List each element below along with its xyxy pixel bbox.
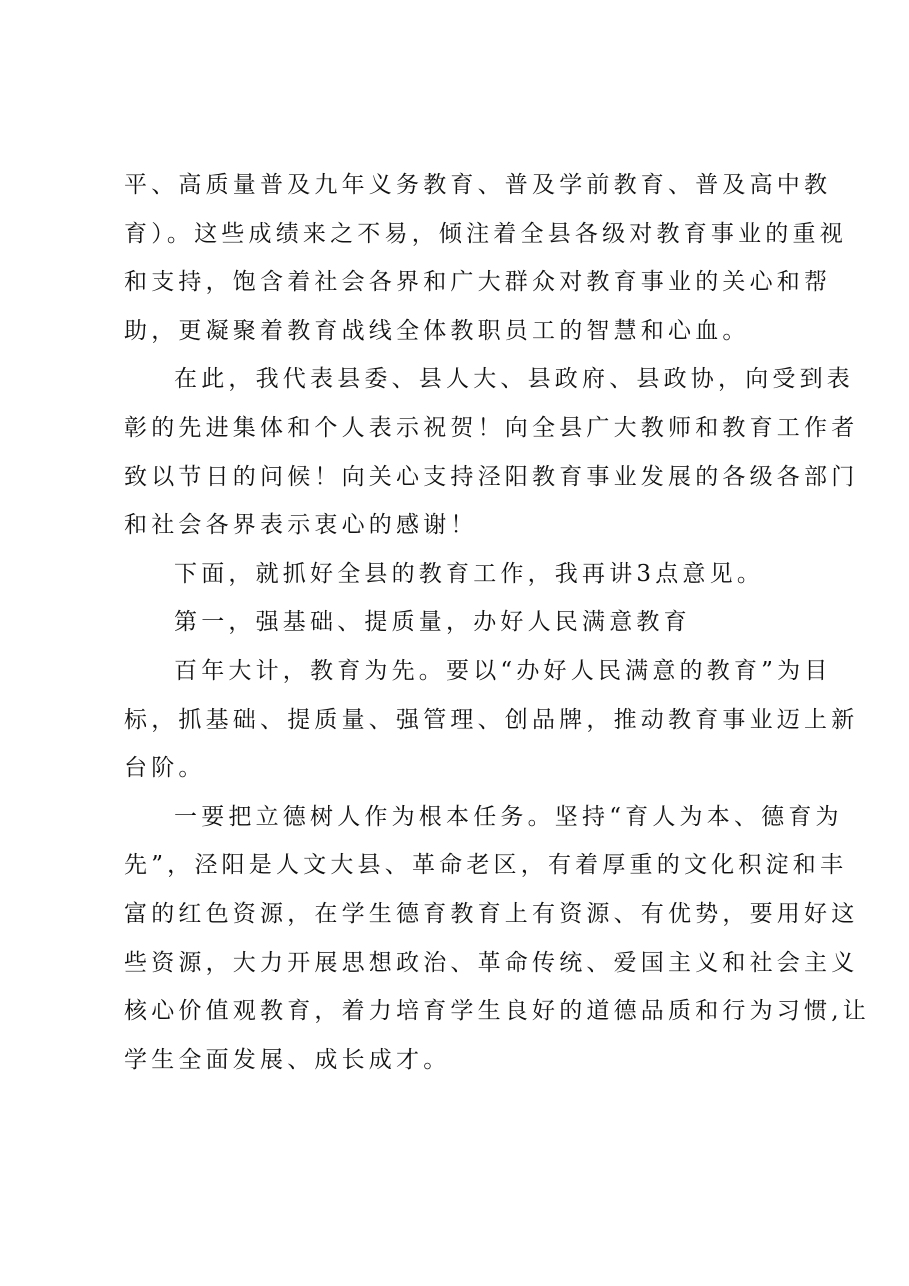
section-heading: 第一，强基础、提质量，办好人民满意教育 <box>174 609 691 636</box>
paragraph-first-line: 下面，就抓好全县的教育工作，我再讲3点意见。 <box>174 560 765 587</box>
text-line: 助，更凝聚着教育战线全体教职员工的智慧和心血。 <box>124 317 750 344</box>
text-line: 些资源，大力开展思想政治、革命传统、爱国主义和社会主义 <box>124 949 859 976</box>
text-line: 富的红色资源，在学生德育教育上有资源、有优势，要用好这 <box>124 900 859 927</box>
text-line: 核心价值观教育，着力培育学生良好的道德品质和行为习惯,让 <box>124 998 870 1025</box>
paragraph-first-line: 一要把立德树人作为根本任务。坚持“育人为本、德育为 <box>174 803 843 830</box>
text-line: 和社会各界表示衷心的感谢！ <box>124 512 478 539</box>
paragraph-first-line: 百年大计，教育为先。要以“办好人民满意的教育”为目 <box>174 657 832 684</box>
text-line: 和支持，饱含着社会各界和广大群众对教育事业的关心和帮 <box>124 269 832 296</box>
text-line: 学生全面发展、成长成才。 <box>124 1046 451 1073</box>
text-line: 台阶。 <box>124 755 206 782</box>
text-line: 先”，泾阳是人文大县、革命老区，有着厚重的文化积淀和丰 <box>124 852 848 879</box>
text-line: 平、高质量普及九年义务教育、普及学前教育、普及高中教 <box>124 172 832 198</box>
text-line: 标，抓基础、提质量、强管理、创品牌，推动教育事业迈上新 <box>124 706 859 733</box>
paragraph-first-line: 在此，我代表县委、县人大、县政府、县政协，向受到表 <box>174 366 854 393</box>
text-line: 彰的先进集体和个人表示祝贺！向全县广大教师和教育工作者 <box>124 414 859 441</box>
body-text <box>124 161 870 1084</box>
text-line: 致以节日的问候！向关心支持泾阳教育事业发展的各级各部门 <box>124 463 859 490</box>
text-line: 育）。这些成绩来之不易，倾注着全县各级对教育事业的重视 <box>124 220 847 247</box>
